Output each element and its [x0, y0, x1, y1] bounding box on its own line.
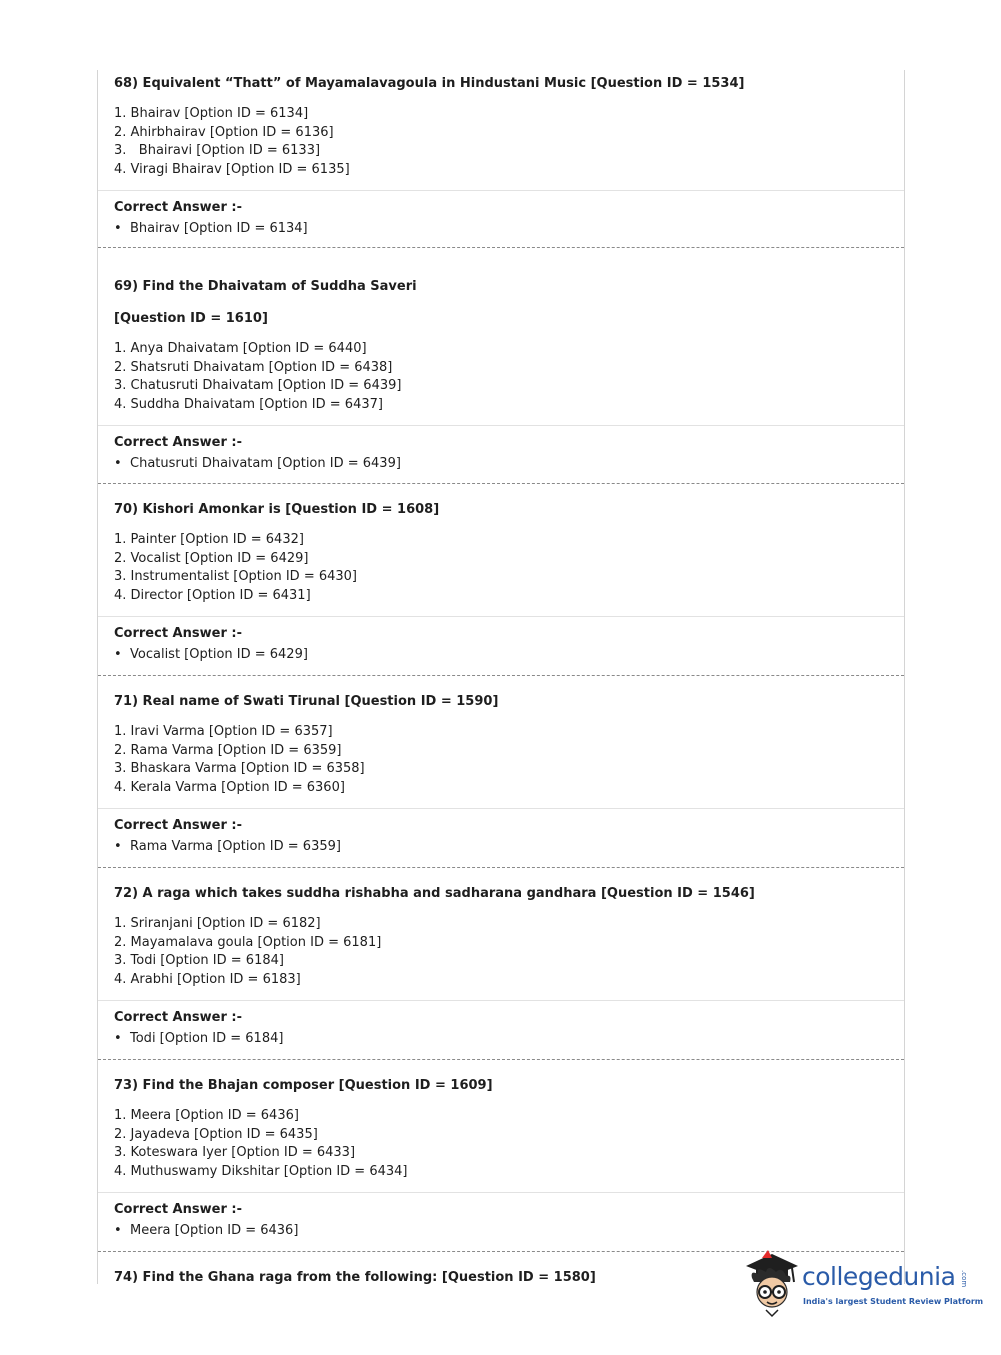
correct-answer-item — [114, 220, 904, 238]
correct-answer-label: Correct Answer :- — [114, 200, 242, 215]
question-block-71 — [98, 676, 904, 868]
option-item: 2. Shatsruti Dhaivatam [Option ID = 6438] — [114, 359, 393, 375]
option-item: 3. Bhaskara Varma [Option ID = 6358] — [114, 761, 365, 776]
correct-answer-item — [114, 1030, 904, 1048]
question-title: 70) Kishori Amonkar is [Question ID = 1608] — [114, 502, 440, 517]
option-item: 1. Sriranjani [Option ID = 6182] — [114, 916, 321, 931]
correct-answer-text: Chatusruti Dhaivatam [Option ID = 6439] — [130, 456, 401, 471]
logo-suffix: .com — [960, 1270, 968, 1288]
options-list — [114, 1107, 904, 1181]
question-block-70 — [98, 484, 904, 676]
bullet-icon: • — [114, 1031, 122, 1046]
question-title: 68) Equivalent “Thatt” of Mayamalavagoula in Hindustani Music [Question ID = 1534] — [114, 76, 745, 91]
collegedunia-logo — [742, 1248, 984, 1318]
logo-tagline: India's largest Student Review Platform — [803, 1297, 984, 1306]
correct-answer-item — [114, 646, 904, 664]
correct-answer-item — [114, 838, 904, 856]
correct-answer-text: Todi [Option ID = 6184] — [130, 1031, 284, 1046]
correct-answer-text: Bhairav [Option ID = 6134] — [130, 221, 308, 236]
option-item: 4. Viragi Bhairav [Option ID = 6135] — [114, 161, 350, 177]
correct-answer-item — [114, 1222, 904, 1240]
option-item: 3. Bhairavi [Option ID = 6133] — [114, 143, 321, 158]
option-item: 1. Painter [Option ID = 6432] — [114, 532, 304, 547]
option-item: 4. Kerala Varma [Option ID = 6360] — [114, 779, 345, 795]
question-title: 69) Find the Dhaivatam of Suddha Saveri — [114, 279, 417, 294]
question-title: 72) A raga which takes suddha rishabha and sadharana gandhara [Question ID = 1546] — [114, 886, 755, 901]
answer-section — [98, 1192, 904, 1240]
correct-answer-item — [114, 455, 904, 473]
options-list — [114, 723, 904, 797]
option-item: 3. Koteswara Iyer [Option ID = 6433] — [114, 1145, 356, 1160]
question-block-72 — [98, 868, 904, 1060]
option-item: 2. Mayamalava goula [Option ID = 6181] — [114, 934, 382, 950]
correct-answer-text: Vocalist [Option ID = 6429] — [130, 647, 308, 662]
correct-answer-text: Rama Varma [Option ID = 6359] — [130, 839, 341, 854]
option-item: 1. Iravi Varma [Option ID = 6357] — [114, 724, 333, 739]
option-item: 3. Instrumentalist [Option ID = 6430] — [114, 569, 358, 584]
answer-section — [98, 425, 904, 482]
question-paper — [97, 70, 905, 1284]
answer-section — [98, 190, 904, 251]
correct-answer-label: Correct Answer :- — [114, 626, 242, 641]
option-item: 1. Anya Dhaivatam [Option ID = 6440] — [114, 341, 367, 356]
options-list — [114, 531, 904, 605]
answer-section — [98, 808, 904, 856]
bullet-icon: • — [114, 647, 122, 662]
options-list — [114, 915, 904, 989]
correct-answer-label: Correct Answer :- — [114, 435, 242, 450]
option-item: 2. Vocalist [Option ID = 6429] — [114, 550, 309, 566]
option-item: 2. Jayadeva [Option ID = 6435] — [114, 1126, 318, 1142]
correct-answer-label: Correct Answer :- — [114, 1010, 242, 1025]
option-item: 4. Director [Option ID = 6431] — [114, 587, 311, 603]
option-item: 4. Arabhi [Option ID = 6183] — [114, 971, 301, 987]
question-id-line: [Question ID = 1610] — [114, 311, 268, 326]
correct-answer-label: Correct Answer :- — [114, 818, 242, 833]
mascot-icon — [742, 1248, 804, 1318]
question-block-68 — [98, 70, 904, 248]
question-title: 74) Find the Ghana raga from the following: [Question ID = 1580] — [114, 1270, 596, 1284]
option-item: 1. Meera [Option ID = 6436] — [114, 1108, 299, 1123]
option-item: 2. Ahirbhairav [Option ID = 6136] — [114, 124, 334, 140]
question-title: 71) Real name of Swati Tirunal [Question ID = 1590] — [114, 694, 499, 709]
answer-section — [98, 1000, 904, 1048]
logo-wordmark: collegedunia — [802, 1262, 956, 1291]
correct-answer-text: Meera [Option ID = 6436] — [130, 1223, 299, 1238]
question-title: 73) Find the Bhajan composer [Question ID = 1609] — [114, 1078, 493, 1093]
option-item: 2. Rama Varma [Option ID = 6359] — [114, 742, 342, 758]
question-block-73 — [98, 1060, 904, 1252]
question-block-69 — [98, 248, 904, 484]
answer-section — [98, 616, 904, 664]
option-item: 4. Suddha Dhaivatam [Option ID = 6437] — [114, 396, 383, 412]
options-list — [114, 340, 904, 414]
bullet-icon: • — [114, 839, 122, 854]
option-item: 3. Chatusruti Dhaivatam [Option ID = 6439] — [114, 378, 402, 393]
bullet-icon: • — [114, 221, 122, 236]
option-item: 4. Muthuswamy Dikshitar [Option ID = 6434] — [114, 1163, 408, 1179]
bullet-icon: • — [114, 1223, 122, 1238]
option-item: 3. Todi [Option ID = 6184] — [114, 953, 284, 968]
options-list — [114, 105, 904, 179]
option-item: 1. Bhairav [Option ID = 6134] — [114, 106, 309, 121]
correct-answer-label: Correct Answer :- — [114, 1202, 242, 1217]
bullet-icon: • — [114, 456, 122, 471]
